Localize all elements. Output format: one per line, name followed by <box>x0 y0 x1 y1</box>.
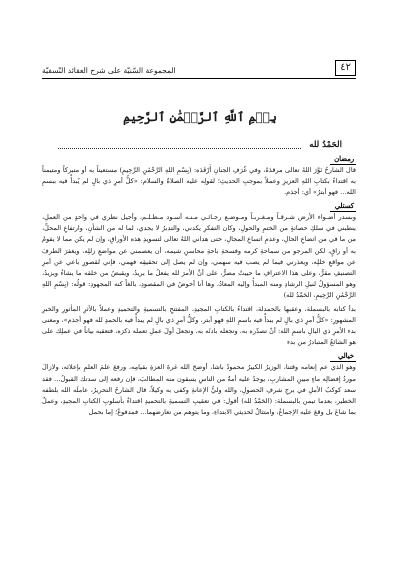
hamd-line <box>58 140 342 150</box>
basmala-heading: بِسۡمِ ٱللَّهِ ٱلرَّحۡمَٰنِ ٱلرَّحِيمِ <box>123 110 277 124</box>
section-label-kastalli: كستلي <box>330 201 356 212</box>
running-title: المجموعة السّنيّة على شرح العقائد النّسفيّة <box>42 66 176 75</box>
paragraph: وبسدر أضـواء الأرض شـرقـاً ومـغـربـاً ومـوضـع رجـائـي مـنـه أسـود مـظـلـم، وأجيل نظري في واحدٍ من العملِ، ينطبني في سلكِ حصانةٍ من الختمِ والحولِ، وكان التفكرِ يكدني، والتدبرُ لا يجدي، لما له من الشأنِ، وارتفاعِ المحلِّ، من ما في من اتضاعِ الحالِ، وعدمِ اتساعِ المجالِ، حتى هداني اللهُ تعالى لتسويدِ هذه الأوراقِ، وإن لم يكن مما لا يقومُ به أو راقٍ، لكن المرجو من سماحةِ كرمه وفسحةِ باحةِ محاسنِ شيمه، أن يعصمني عن مواضعِ زللِه، ويغفرَ الطرفَ عن مواقعِ خللِه، ويعذرني فيما لم يصب فيه سهمي، وإن لم يصل إلى تحقيقِه فهمي، فإني لقصورِ باعي عن أمرِ التصنيفِ مقرٌّ، وعلى هذا الاعترافِ ما حييتُ مصرٌّ، على أنَّ الأمرَ لله يفعلُ ما يريدُ، ويقبضُ من خلقه ما يشاءُ ويزيدُ، وهو المسؤولُ لنيلِ الرشادِ ومنه المبدأُ وإليه المعادُ، وها أنا أخوضُ في المقصودِ، بالغاً كنه المجهودِ: قولُه: (بِسْمِ اللهِ الرَّحْمَٰنِ الرَّحِيمِ، الحَمْدُ لله) <box>42 213 356 299</box>
hamd-text: الحَمْدُ لله <box>309 140 342 150</box>
dotted-leader <box>58 142 301 149</box>
section-label-ramadan: رمضان <box>330 154 356 165</box>
paragraph: وهو الذي عم إنعامه وقتنا، الوزيرُ الكبيرُ محمودٌ باشا، أوضحَ الله غرةَ العزةِ بقيامِه، ورفعَ علمَ العلمِ بإعلائه، ولازالَ موردُ إفضالِه ماءٍ مبينِ المشاربِ، يوجدُ عليه أمةٌ من الناسِ يسقون منه المطالبَ، فإن رفعه إلى سدتك القبولُ... فقد سعد كوكبُ الأملِ في برجِ شرفِ الحصولِ، والله وليُّ الإعانةِ وكفى به وكيلاً، قال الشارحُ التحريرُ، عاملَه الله بلطفه الخطير، بعدما تيمن بالبسملة: (الحَمْدُ لله) أقول: في تعقيبِ التسميةِ بالتحميدِ اقتداءٌ بأسلوبِ الكتابِ المجيدِ، وعملٌ بما شاعَ بل وقعَ عليه الإجماعُ، وامتثالٌ لحديثي الابتداءِ، وما يتوهم من تعارضهما... فمدفوعٌ؛ إما بحمل <box>42 363 356 416</box>
page-header <box>42 60 356 79</box>
commentary-body <box>42 154 356 421</box>
paragraph: بدأ كتابه بالبسملة، وعقبها بالحمدلة، اقتداءً بالكتابِ المجيدِ، المفتتحِ بالتسميةِ والتحميدِ وعملاً بالأثرِ المأثورِ والخبرِ المشهورِ: «كلُّ أمرٍ ذي بالٍ لم يبدأْ فيه باسمِ اللهِ فهو أبتر، وكلُّ أمرٍ ذي بالٍ لم يبدأْ فيه بالحمدِ لله فهو أجذم»، ومعنى بدء الأمرِ ذي البالِ باسمِ الله: أنْ تصدّره به، وتجعله بادئَه به، وتجعلَ أولَ عملِ تعمله ذكرَه، فتعقبه بياناً في عملِك على هو الشائعُ المتبادرُ من بدء <box>42 305 356 347</box>
section-label-khayali: خيالي <box>330 351 356 362</box>
paragraph: قال الشارحُ نَوَّرَ اللهُ تعالى مرقدَهُ، وفي غُرَفِ الجنانِ أَرْقَدَه: (بِسْمِ اللهِ الرَّحْمَٰنِ الرَّحِيمِ) مستعيناً به أو متبركاً ومتيمناً به اقتداءً بكتابِ اللهِ العزيزِ وعملاً بموجبِ الحديثِ؛ لقولِه عليه الصلاةُ والسلام: «كلُّ أمرٍ ذي بالٍ لم يُبدأْ فيه ببسمِ الله... فهو أبترُ» أي: أجذم. <box>42 166 356 197</box>
page-number: ٤٢ <box>335 60 356 76</box>
